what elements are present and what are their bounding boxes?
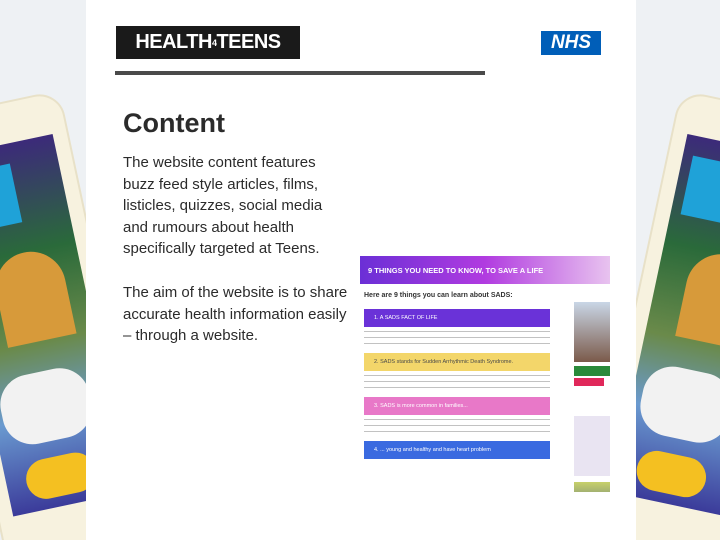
slide [86, 0, 636, 540]
article-preview-image [360, 256, 610, 492]
article-item-1: 1. A SADS FACT OF LIFE [364, 309, 550, 327]
title-divider [115, 71, 485, 75]
health4teens-logo: HEALTH 4 TEENS [116, 26, 300, 59]
article-banner-title: 9 THINGS YOU NEED TO KNOW, TO SAVE A LIFE [368, 265, 544, 275]
content-paragraph-2: The aim of the website is to share accurate health information easily – through a website. [123, 284, 348, 345]
nhs-logo: NHS [541, 31, 601, 55]
article-sidebar [574, 302, 610, 492]
article-item-3: 3. SADS is more common in families... [364, 397, 550, 415]
article-item-2: 2. SADS stands for Sudden Arrhythmic Death Syndrome. [364, 353, 550, 371]
content-paragraph-1: The website content features buzz feed style articles, films, listicles, quizzes, social media and rumours about health specifically targeted at Teens. [123, 154, 323, 258]
article-banner [360, 256, 610, 284]
article-intro: Here are 9 things you can learn about SADS: [364, 292, 513, 299]
article-item-4: 4. ... young and healthy and have heart problem [364, 441, 550, 459]
slide-title: Content [123, 108, 225, 138]
